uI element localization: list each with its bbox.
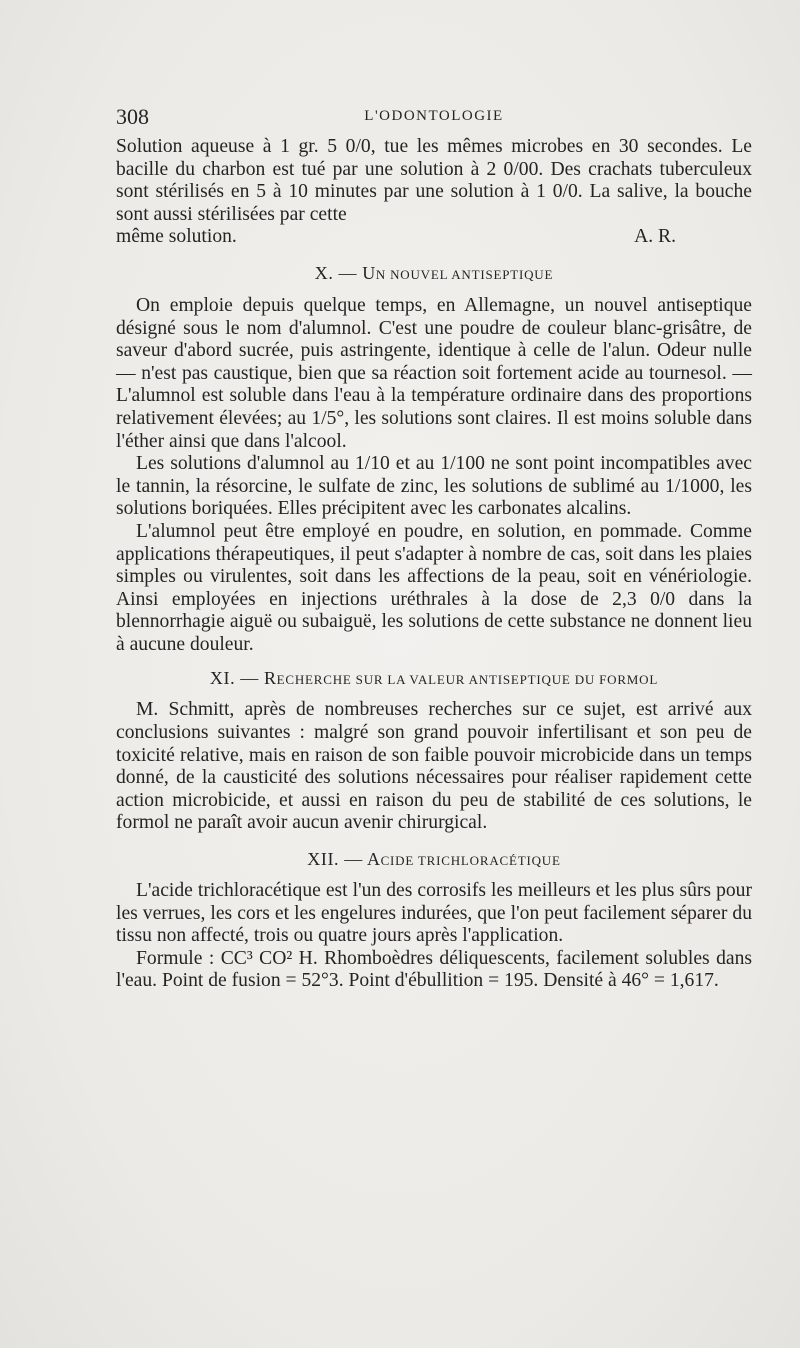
section-numeral: X. — — [314, 262, 358, 283]
section-title-initial: R — [264, 668, 277, 689]
paragraph: Formule : CC³ CO² H. Rhomboèdres déliquescents, facilement solubles dans l'eau. Point de fusion = 52°3. Point d'ébullition = 195. Densité à 46° = 1,617. — [116, 947, 752, 992]
section-title-initial: U — [362, 262, 376, 283]
section-title-rest: ECHERCHE SUR LA VALEUR ANTISEPTIQUE DU FORMOL — [276, 672, 659, 688]
section-heading-xii — [116, 849, 752, 870]
book-page — [116, 100, 752, 993]
section-title-rest: N NOUVEL ANTISEPTIQUE — [375, 266, 554, 282]
running-head — [116, 100, 752, 136]
intro-last-line — [116, 226, 752, 249]
section-numeral: XI. — — [209, 668, 259, 689]
intro-closing-text: même solution. — [116, 226, 237, 248]
page-number: 308 — [116, 104, 149, 129]
section-numeral: XII. — — [307, 849, 363, 870]
paragraph: M. Schmitt, après de nombreuses recherches sur ce sujet, est arrivé aux conclusions suivantes : malgré son grand pouvoir infertilisant et son peu de toxicité relative, mais en raison de son faible pouvoir microbicide dans un temps donné, de la causticité des solutions nécessaires pour réaliser rapidement cette action microbicide, et aussi en raison du peu de stabilité de ces solutions, le formol ne paraît avoir aucun avenir chirurgical. — [116, 699, 752, 834]
paragraph: L'alumnol peut être employé en poudre, en solution, en pommade. Comme applications thérapeutiques, il peut s'adapter à nombre de cas, soit dans les plaies simples ou virulentes, soit dans les affections de la peau, soit en vénériologie. Ainsi employées en injections uréthrales à la dose de 2,3 0/0 dans la blennorrhagie aiguë ou subaiguë, les solutions de cette substance ne donnent lieu à aucune douleur. — [116, 520, 752, 655]
paragraph: L'acide trichloracétique est l'un des corrosifs les meilleurs et les plus sûrs pour les verrues, les cors et les engelures indurées, que l'on peut facilement séparer du tissu non affecté, trois ou quatre jours après l'application. — [116, 880, 752, 947]
author-signature: A. R. — [634, 226, 676, 248]
paragraph: Les solutions d'alumnol au 1/10 et au 1/100 ne sont point incompatibles avec le tannin, la résorcine, le sulfate de zinc, les solutions de sublimé au 1/1000, les solutions boriquées. Elles précipitent avec les carbonates alcalins. — [116, 453, 752, 520]
section-heading-x — [116, 263, 752, 284]
section-title-rest: CIDE TRICHLORACÉTIQUE — [380, 853, 561, 869]
paragraph: On emploie depuis quelque temps, en Allemagne, un nouvel antiseptique désigné sous le nom d'alumnol. C'est une poudre de couleur blanc-grisâtre, de saveur d'abord sucrée, puis astringente, identique à celle de l'alun. Odeur nulle — n'est pas caustique, bien que sa réaction soit fortement acide au tournesol. — L'alumnol est soluble dans l'eau à la température ordinaire dans des proportions relativement élevées; au 1/5°, les solutions sont claires. Il est moins soluble dans l'éther ainsi que dans l'alcool. — [116, 294, 752, 452]
section-title-initial: A — [366, 849, 381, 870]
intro-paragraph: Solution aqueuse à 1 gr. 5 0/0, tue les mêmes microbes en 30 secondes. Le bacille du charbon est tué par une solution à 2 0/00. Des crachats tuberculeux sont stérilisés en 5 à 10 minutes par une solution à 1 0/0. La salive, la bouche sont aussi stérilisées par cette — [116, 136, 752, 225]
running-title: L'ODONTOLOGIE — [364, 108, 504, 124]
section-heading-xi — [116, 668, 752, 689]
